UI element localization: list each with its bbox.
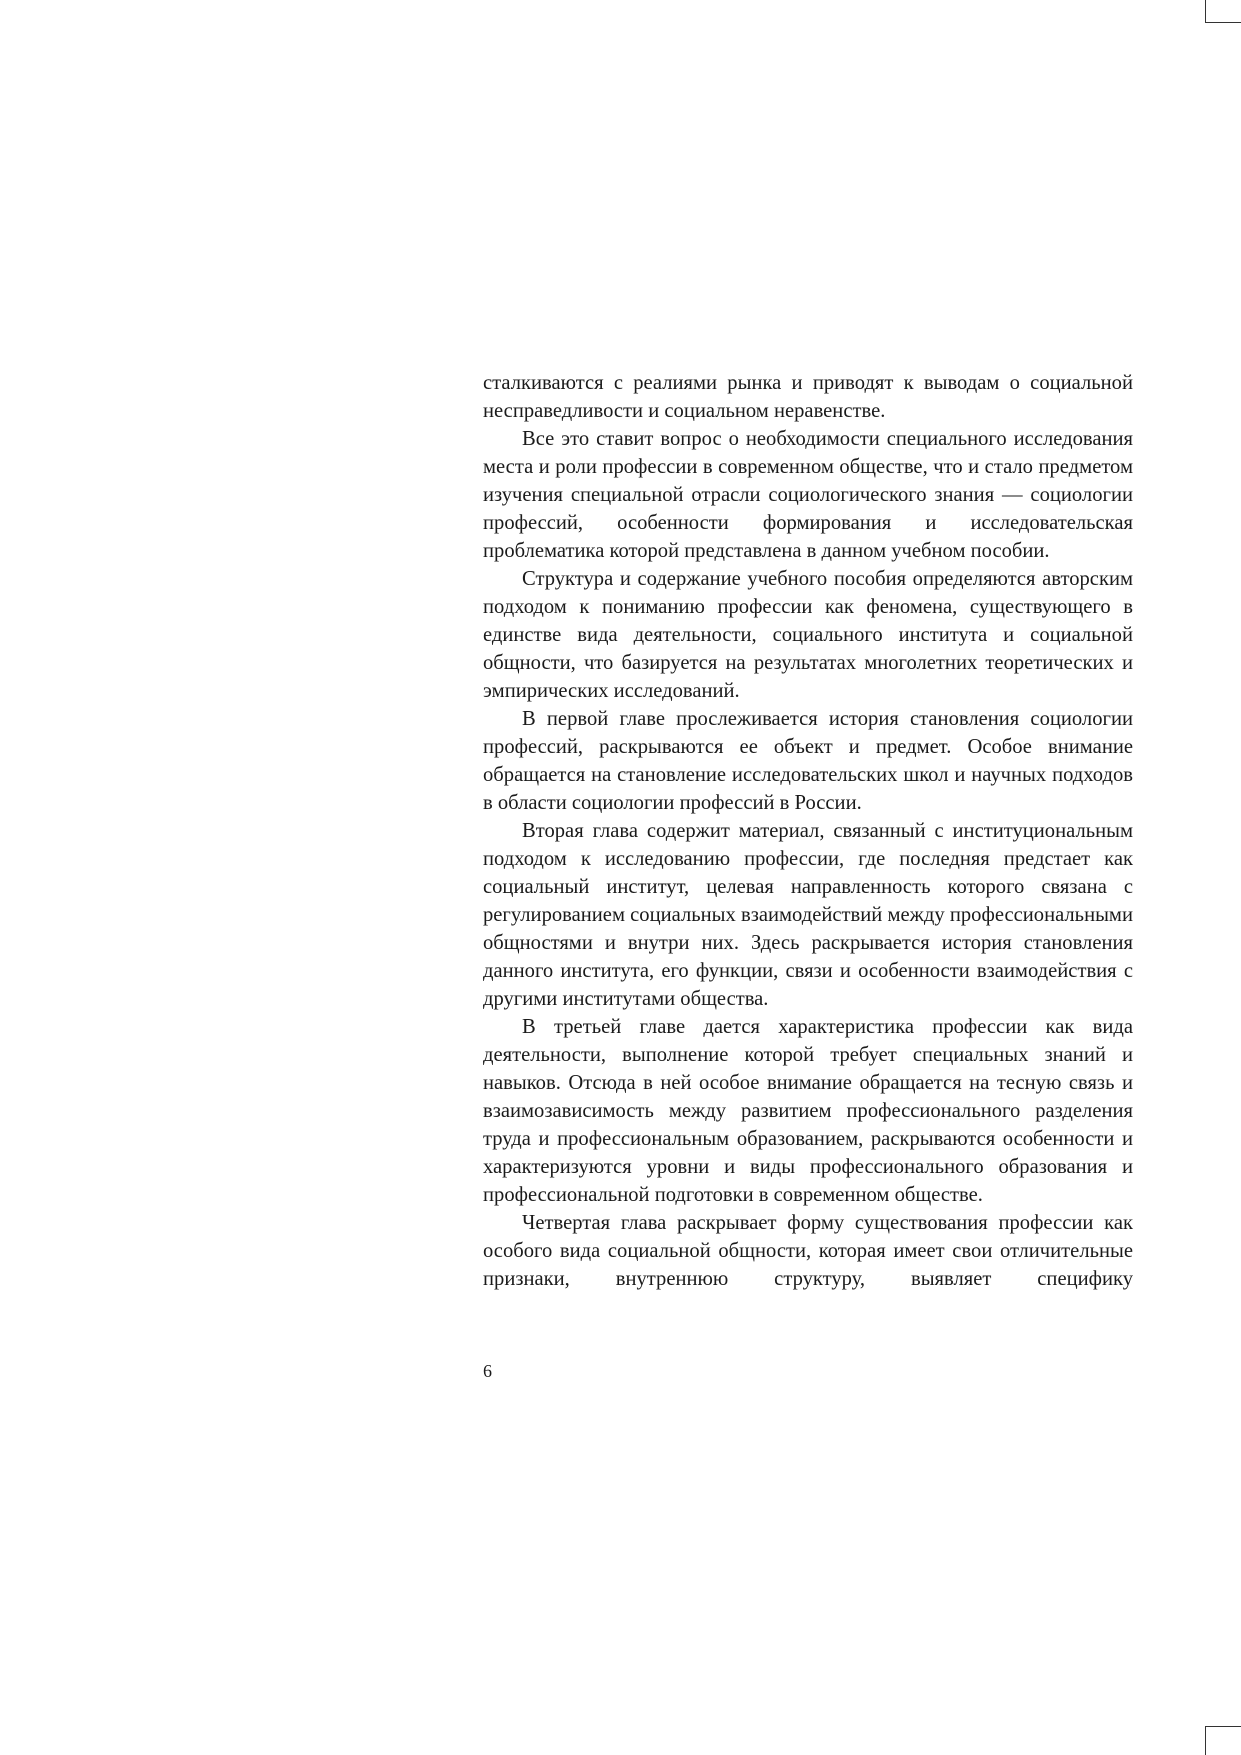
paragraph: В третьей главе дается характеристика профессии как вида деятельности, выполнение которой требует специальных знаний и навыков. Отсюда в ней особое внимание обращается на тесную связь и взаимозависимость между развитием профессионального разделения труда и профессиональным образованием, раскрываются особенности и характеризуются уровни и виды профессионального образования и профессиональной подготовки в современном обществе. <box>483 1016 1133 1206</box>
crop-mark-bottom-horizontal <box>1205 1726 1241 1727</box>
paragraph: В первой главе прослеживается история становления социологии профессий, раскрываются ее объект и предмет. Особое внимание обращается на становление исследовательских школ и научных подходов в области социологии профессий в России. <box>483 708 1133 814</box>
paragraph-unfinished: Четвертая глава раскрывает форму существования профессии как особого вида социальной общности, которая имеет свои отличительные признаки, внутреннюю структуру, выявляет специфику <box>483 1212 1133 1290</box>
crop-mark-top-horizontal <box>1205 22 1241 23</box>
crop-mark-bottom-vertical <box>1205 1726 1206 1755</box>
paragraph: Все это ставит вопрос о необходимости специального исследования места и роли профессии в современном обществе, что и стало предметом изучения специальной отрасли социологического знания — социологии профессий, особенности формирования и исследовательская проблематика которой представлена в данном учебном пособии. <box>483 428 1133 562</box>
paragraph-continuation: сталкиваются с реалиями рынка и приводят к выводам о социальной несправедливости и социальном неравенстве. <box>483 372 1133 422</box>
crop-mark-top-vertical <box>1205 0 1206 23</box>
paragraph: Вторая глава содержит материал, связанный с институциональным подходом к исследованию профессии, где последняя предстает как социальный институт, целевая направленность которого связана с регулированием социальных взаимодействий между профессиональными общностями и внутри них. Здесь раскрывается история становления данного института, его функции, связи и особенности взаимодействия с другими институтами общества. <box>483 820 1133 1010</box>
paragraph: Структура и содержание учебного пособия определяются авторским подходом к пониманию профессии как феномена, существующего в единстве вида деятельности, социального института и социальной общности, что базируется на результатах многолетних теоретических и эмпирических исследований. <box>483 568 1133 702</box>
page-number: 6 <box>483 1361 492 1381</box>
body-text <box>483 369 1133 1293</box>
